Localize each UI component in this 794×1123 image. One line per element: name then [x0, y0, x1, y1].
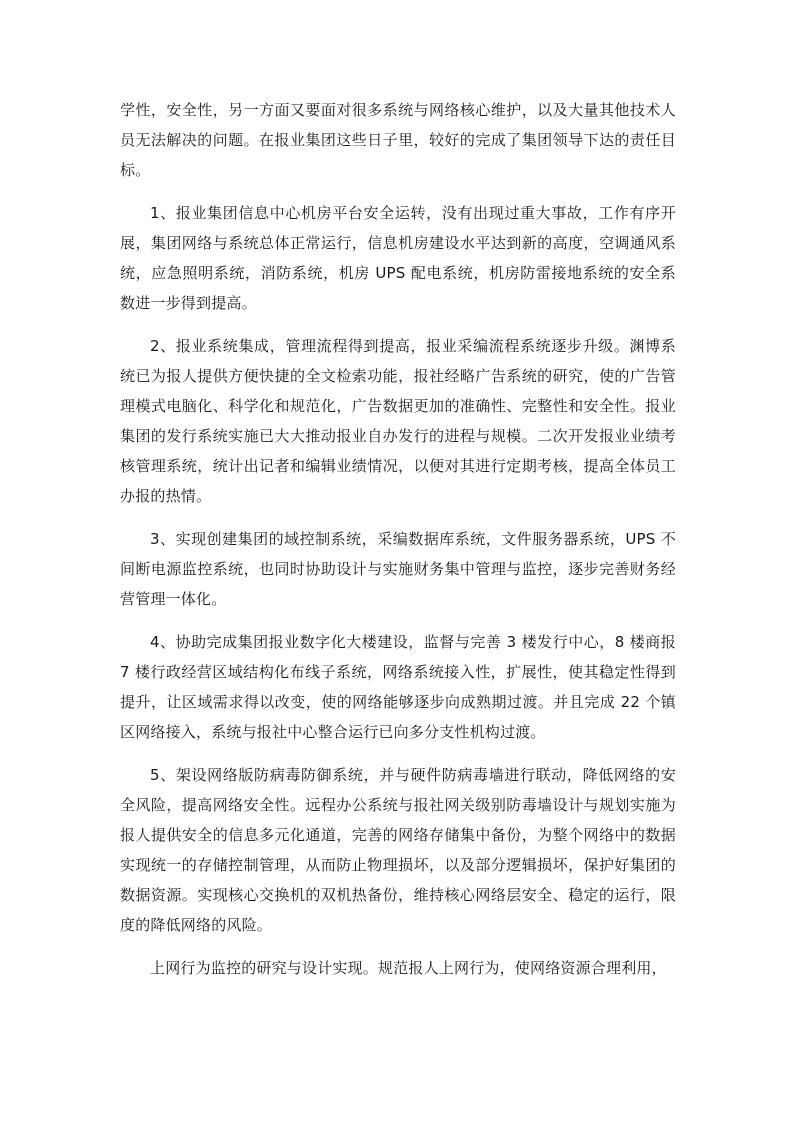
paragraph-item-1: 1、报业集团信息中心机房平台安全运转，没有出现过重大事故，工作有序开展，集团网络与系统总体正常运行，信息机房建设水平达到新的高度，空调通风系统，应急照明系统，消防系统，机房 UPS 配电系统，机房防雷接地系统的安全系数进一步得到提高。: [120, 204, 676, 312]
paragraph-web-monitoring: 上网行为监控的研究与设计实现。规范报人上网行为，使网络资源合理利用，: [150, 959, 667, 977]
paragraph-item-5: 5、架设网络版防病毒防御系统，并与硬件防病毒墙进行联动，降低网络的安全风险，提高网络安全性。远程办公系统与报社网关级别防毒墙设计与规划实施为报人提供安全的信息多元化通道，完善的网络存储集中备份，为整个网络中的数据实现统一的存储控制管理，从而防止物理损坏，以及部分逻辑损坏，保护好集团的数据资源。实现核心交换机的双机热备份，维持核心网络层安全、稳定的运行，限度的降低网络的风险。: [120, 766, 676, 934]
paragraph-item-2: 2、报业系统集成，管理流程得到提高，报业采编流程系统逐步升级。渊博系统已为报人提供方便快捷的全文检索功能，报社经略广告系统的研究，使的广告管理模式电脑化、科学化和规范化，广告数据更加的准确性、完整性和安全性。报业集团的发行系统实施已大大推动报业自办发行的进程与规模。二次开发报业业绩考核管理系统，统计出记者和编辑业绩情况，以便对其进行定期考核，提高全体员工办报的热情。: [120, 337, 676, 505]
paragraph-item-3: 3、实现创建集团的域控制系统，采编数据库系统，文件服务器系统，UPS 不间断电源监控系统，也同时协助设计与实施财务集中管理与监控，逐步完善财务经营管理一体化。: [120, 530, 676, 608]
paragraph-item-4: 4、协助完成集团报业数字化大楼建设，监督与完善 3 楼发行中心，8 楼商报 7 楼行政经营区域结构化布线子系统，网络系统接入性，扩展性，使其稳定性得到提升，让区域需求得以改变，使的网络能够逐步向成熟期过渡。并且完成 22 个镇区网络接入，系统与报社中心整合运行已向多分支性机构过渡。: [120, 633, 676, 741]
document-body: [120, 95, 676, 996]
paragraph-continuation: 学性，安全性，另一方面又要面对很多系统与网络核心维护，以及大量其他技术人员无法解决的问题。在报业集团这些日子里，较好的完成了集团领导下达的责任目标。: [120, 101, 676, 179]
